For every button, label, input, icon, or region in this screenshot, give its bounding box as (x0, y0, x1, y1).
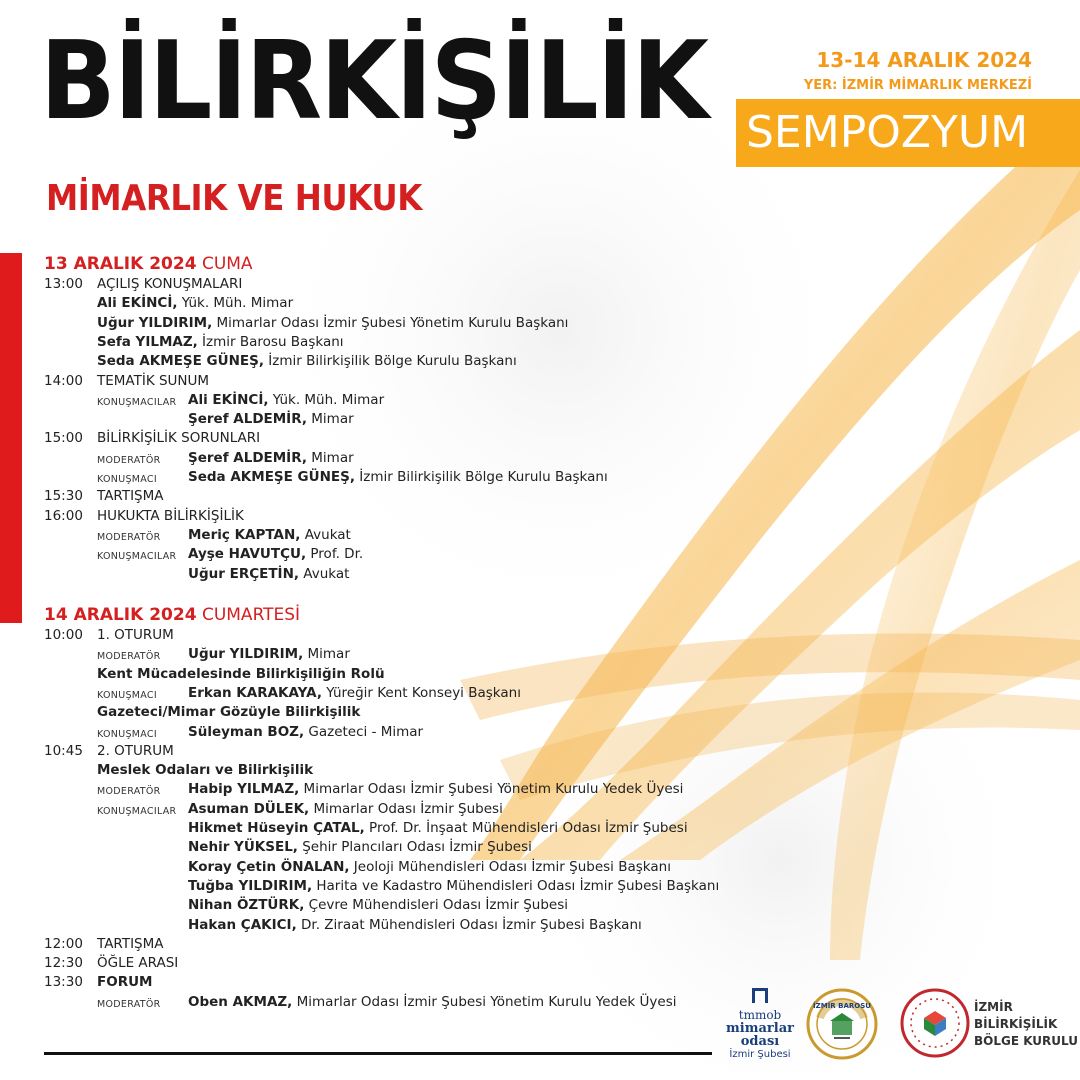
session-title: FORUM (97, 974, 153, 991)
speaker-entry (188, 684, 521, 703)
schedule-time: 16:00 (44, 507, 83, 524)
speaker-title: Dr. Ziraat Mühendisleri Odası İzmir Şubesi Başkanı (296, 916, 642, 933)
day1-date: 13 ARALIK 2024 (44, 254, 197, 274)
speaker-name: Seda AKMEŞE GÜNEŞ, (97, 353, 264, 370)
speaker-name: Hikmet Hüseyin ÇATAL, (188, 820, 365, 836)
speaker-role: MODERATÖR (97, 786, 161, 798)
speaker-title: Gazeteci - Mimar (304, 723, 424, 740)
speaker-role: KONUŞMACI (97, 689, 157, 701)
day2-title (44, 605, 300, 625)
speaker-entry (188, 780, 683, 799)
session-title: ÖĞLE ARASI (97, 955, 179, 972)
speaker-entry (188, 838, 532, 857)
speaker-title: Avukat (299, 565, 350, 582)
izmir-barosu-logo (806, 988, 878, 1060)
session-title: 1. OTURUM (97, 627, 174, 643)
red-accent-bar (0, 253, 22, 623)
speaker-name: Sefa YILMAZ, (97, 333, 198, 350)
speaker-entry (188, 449, 354, 468)
schedule-time: 14:00 (44, 372, 83, 389)
baro-ring-text: İZMİR BAROSU (813, 1002, 871, 1010)
schedule-time: 10:00 (44, 627, 83, 643)
speaker-role: MODERATÖR (97, 531, 161, 543)
speaker-title: Avukat (300, 526, 351, 543)
speaker-role: KONUŞMACILAR (97, 551, 177, 563)
speaker-name: Ali EKİNCİ, (97, 295, 178, 312)
speaker-entry (188, 819, 688, 838)
speaker-role: KONUŞMACI (97, 474, 157, 485)
tmmob-arch-icon (750, 985, 770, 1005)
speaker-name: Seda AKMEŞE GÜNEŞ, (188, 469, 355, 485)
speaker-title: İzmir Barosu Başkanı (197, 333, 344, 350)
speaker-entry (188, 896, 568, 915)
event-venue: YER: İZMİR MİMARLIK MERKEZİ (803, 78, 1032, 93)
speaker-entry (188, 723, 423, 742)
speaker-title: Yüreğir Kent Konseyi Başkanı (321, 684, 521, 701)
speaker-title: Mimarlar Odası İzmir Şubesi Yönetim Kurulu Başkanı (212, 314, 569, 331)
speaker-role: MODERATÖR (97, 998, 161, 1010)
session-topic: Meslek Odaları ve Bilirkişilik (97, 762, 314, 779)
speaker-title: Jeoloji Mühendisleri Odası İzmir Şubesi Başkanı (349, 858, 671, 875)
bk-line3: BÖLGE KURULU (974, 1034, 1078, 1048)
bk-line2: BİLİRKİŞİLİK (974, 1017, 1058, 1031)
page-title: BİLİRKİŞİLİK (40, 19, 708, 144)
speaker-name: Şeref ALDEMİR, (188, 411, 307, 428)
speaker-entry (97, 352, 517, 371)
bilirkisilik-logo-text (974, 999, 1078, 1050)
speaker-title: Prof. Dr. (306, 546, 364, 563)
day1-weekday: CUMA (201, 254, 253, 274)
tmmob-line4: İzmir Şubesi (729, 1049, 791, 1060)
speaker-name: Uğur YILDIRIM, (97, 314, 213, 331)
speaker-title: Harita ve Kadastro Mühendisleri Odası İzmir Şubesi Başkanı (312, 877, 720, 894)
speaker-entry (188, 565, 349, 584)
speaker-name: Uğur ERÇETİN, (188, 565, 299, 582)
speaker-name: Uğur YILDIRIM, (188, 646, 304, 663)
speaker-name: Asuman DÜLEK, (188, 800, 310, 817)
speaker-title: Mimar (306, 449, 354, 466)
session-title: AÇILIŞ KONUŞMALARI (97, 276, 243, 292)
session-title: HUKUKTA BİLİRKİŞİLİK (97, 507, 244, 524)
speaker-name: Nihan ÖZTÜRK, (188, 897, 305, 914)
speaker-entry (188, 545, 363, 564)
speaker-title: İzmir Bilirkişilik Bölge Kurulu Başkanı (263, 353, 517, 370)
schedule-time: 10:45 (44, 742, 83, 759)
speaker-entry (188, 391, 384, 410)
session-topic: Gazeteci/Mimar Gözüyle Bilirkişilik (97, 704, 361, 721)
speaker-name: Koray Çetin ÖNALAN, (188, 858, 350, 875)
schedule-time: 12:00 (44, 935, 83, 952)
sempozyum-badge: SEMPOZYUM (736, 99, 1080, 167)
speaker-name: Hakan ÇAKICI, (188, 916, 297, 933)
speaker-name: Meriç KAPTAN, (188, 526, 301, 543)
speaker-entry (188, 800, 503, 819)
speaker-title: İzmir Bilirkişilik Bölge Kurulu Başkanı (354, 469, 608, 485)
speaker-title: Mimar (303, 646, 350, 663)
session-title: TARTIŞMA (97, 935, 164, 952)
speaker-title: Mimarlar Odası İzmir Şubesi Yönetim Kurulu Yedek Üyesi (299, 781, 684, 798)
tmmob-line1: tmmob (738, 1008, 782, 1022)
speaker-entry (188, 526, 351, 545)
speaker-entry (188, 410, 354, 429)
tmmob-line3: odası (740, 1034, 780, 1049)
session-title: 2. OTURUM (97, 742, 174, 759)
speaker-role: MODERATÖR (97, 651, 161, 663)
event-date-range: 13-14 ARALIK 2024 (816, 48, 1032, 72)
page-subtitle: MİMARLIK VE HUKUK (46, 178, 422, 219)
session-topic: Kent Mücadelesinde Bilirkişiliğin Rolü (97, 665, 385, 682)
speaker-title: Yük. Müh. Mimar (177, 295, 294, 312)
schedule-time: 13:00 (44, 276, 83, 292)
schedule-time: 15:00 (44, 430, 83, 447)
session-title: TEMATİK SUNUM (97, 372, 210, 389)
speaker-title: Şehir Plancıları Odası İzmir Şubesi (297, 839, 532, 856)
speaker-entry (97, 314, 568, 333)
speaker-role: KONUŞMACILAR (97, 396, 177, 408)
speaker-entry (188, 877, 719, 896)
session-title: BİLİRKİŞİLİK SORUNLARI (97, 430, 261, 447)
speaker-entry (188, 468, 608, 487)
speaker-name: Şeref ALDEMİR, (188, 449, 307, 466)
schedule-time: 15:30 (44, 488, 83, 505)
speaker-role: KONUŞMACI (97, 728, 157, 740)
speaker-title: Yük. Müh. Mimar (268, 391, 385, 408)
speaker-title: Mimarlar Odası İzmir Şubesi Yönetim Kurulu Yedek Üyesi (292, 993, 677, 1010)
footer-divider (44, 1052, 712, 1055)
schedule-time: 12:30 (44, 955, 83, 972)
schedule-time: 13:30 (44, 974, 83, 991)
speaker-title: Mimarlar Odası İzmir Şubesi (309, 800, 503, 817)
speaker-title: Prof. Dr. İnşaat Mühendisleri Odası İzmir Şubesi (364, 820, 688, 836)
speaker-name: Ayşe HAVUTÇU, (188, 546, 307, 563)
speaker-name: Ali EKİNCİ, (188, 391, 269, 408)
speaker-entry (188, 645, 350, 664)
speaker-name: Erkan KARAKAYA, (188, 684, 322, 701)
tmmob-line2: mimarlar (726, 1021, 794, 1036)
tmmob-logo (725, 985, 795, 1062)
speaker-entry (97, 333, 344, 352)
speaker-entry (97, 294, 293, 313)
day2-date: 14 ARALIK 2024 (44, 605, 197, 625)
speaker-role: KONUŞMACILAR (97, 805, 177, 817)
speaker-name: Tuğba YILDIRIM, (188, 877, 313, 894)
day1-title (44, 254, 253, 274)
speaker-entry (188, 993, 677, 1012)
session-title: TARTIŞMA (97, 488, 164, 505)
day2-weekday: CUMARTESİ (201, 605, 301, 625)
bilirkisilik-bolge-kurulu-logo (900, 988, 970, 1058)
speaker-name: Habip YILMAZ, (188, 781, 300, 798)
speaker-role: MODERATÖR (97, 454, 161, 466)
speaker-name: Oben AKMAZ, (188, 993, 293, 1010)
speaker-title: Mimar (306, 411, 354, 428)
speaker-title: Çevre Mühendisleri Odası İzmir Şubesi (304, 897, 569, 914)
speaker-entry (188, 858, 671, 877)
bk-line1: İZMİR (974, 1000, 1013, 1014)
speaker-name: Süleyman BOZ, (188, 723, 305, 740)
speaker-name: Nehir YÜKSEL, (188, 839, 298, 856)
speaker-entry (188, 916, 642, 935)
